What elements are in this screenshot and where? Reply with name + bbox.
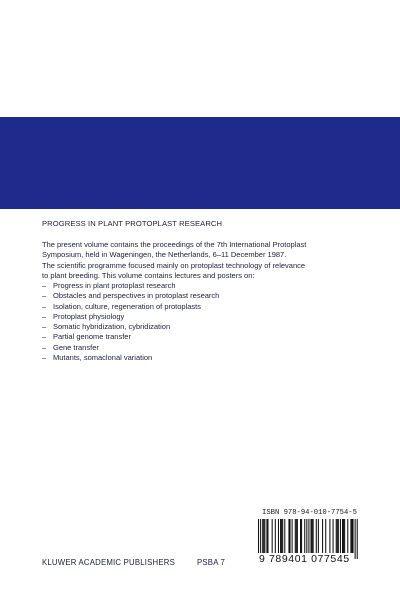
- intro-line: The scientific programme focused mainly on protoplast technology of relevance: [42, 260, 306, 270]
- barcode-bar: [312, 519, 313, 553]
- barcode-bar: [311, 519, 312, 553]
- barcode-bar: [278, 519, 279, 553]
- intro-line: Symposium, held in Wageningen, the Netherlands, 6–11 December 1987.: [42, 250, 287, 260]
- intro-line: to plant breeding. This volume contains lectures and posters on:: [42, 270, 255, 280]
- barcode-bar: [288, 519, 289, 553]
- barcode-bar: [353, 519, 354, 553]
- topic-item: [42, 281, 219, 291]
- topic-label: Partial genome transfer: [53, 332, 131, 342]
- barcode-bar: [329, 519, 330, 553]
- barcode: [252, 519, 362, 575]
- barcode-bar: [281, 519, 282, 553]
- barcode-bar: [284, 519, 285, 553]
- barcode-bar: [318, 519, 319, 553]
- barcode-bar: [350, 519, 351, 553]
- barcode-bar: [343, 519, 344, 553]
- bullet-dash: –: [42, 291, 47, 301]
- barcode-bar: [295, 519, 296, 553]
- series-code: PSBA 7: [197, 558, 226, 567]
- barcode-bar: [290, 519, 291, 553]
- barcode-bar: [316, 519, 317, 553]
- barcode-bar: [313, 519, 314, 553]
- barcode-bar: [340, 519, 341, 553]
- topic-item: [42, 291, 219, 301]
- blue-cover-band: [0, 117, 400, 209]
- barcode-bar: [325, 519, 326, 553]
- barcode-bar: [264, 519, 265, 553]
- topic-item: [42, 312, 219, 322]
- publisher-name: KLUWER ACADEMIC PUBLISHERS: [42, 558, 176, 567]
- barcode-digits: 9 789401 077545: [259, 553, 350, 565]
- intro-paragraph: [42, 240, 362, 281]
- series-title: PROGRESS IN PLANT PROTOPLAST RESEARCH: [42, 219, 223, 228]
- bullet-dash: –: [42, 353, 47, 363]
- topic-item: [42, 322, 219, 332]
- top-margin: [0, 0, 400, 117]
- topic-item: [42, 332, 219, 342]
- barcode-bar: [337, 519, 338, 553]
- barcode-bar: [301, 519, 302, 553]
- bullet-dash: –: [42, 281, 47, 290]
- barcode-bar: [333, 519, 334, 553]
- topic-label: Protoplast physiology: [53, 311, 125, 321]
- barcode-bar: [322, 519, 323, 553]
- barcode-bar: [296, 519, 297, 553]
- intro-line: The present volume contains the proceedings of the 7th International Protoplast: [42, 240, 307, 249]
- bullet-dash: –: [42, 332, 47, 342]
- isbn-label: ISBN 978-94-010-7754-5: [262, 509, 357, 517]
- barcode-bar: [297, 519, 298, 553]
- topic-label: Obstacles and perspectives in protoplast research: [53, 291, 220, 301]
- barcode-bar: [357, 519, 358, 559]
- barcode-bar: [275, 519, 276, 553]
- bullet-dash: –: [42, 301, 47, 311]
- barcode-bar: [338, 519, 339, 553]
- barcode-bar: [280, 519, 281, 553]
- barcode-bar: [266, 519, 267, 553]
- bullet-dash: –: [42, 311, 47, 321]
- barcode-bar: [355, 519, 356, 559]
- barcode-bar: [300, 519, 301, 553]
- barcode-bar: [292, 519, 293, 553]
- topic-label: Gene transfer: [53, 342, 99, 352]
- barcode-bar: [347, 519, 348, 553]
- topic-item: [42, 302, 219, 312]
- topic-list: [42, 281, 219, 363]
- barcode-bar: [282, 519, 283, 553]
- barcode-bar: [336, 519, 337, 553]
- barcode-bar: [344, 519, 345, 553]
- bullet-dash: –: [42, 342, 47, 352]
- barcode-bar: [263, 519, 264, 553]
- barcode-bar: [304, 519, 305, 553]
- topic-label: Progress in plant protoplast research: [53, 281, 176, 290]
- barcode-bar: [351, 519, 352, 553]
- topic-item: [42, 343, 219, 353]
- topic-label: Somatic hybridization, cybridization: [53, 322, 171, 332]
- barcode-bar: [262, 519, 263, 553]
- barcode-bar: [267, 519, 268, 553]
- barcode-bar: [272, 519, 273, 553]
- bullet-dash: –: [42, 322, 47, 332]
- barcode-bar: [342, 519, 343, 553]
- topic-label: Mutants, somaclonal variation: [53, 353, 153, 363]
- topic-label: Isolation, culture, regeneration of protoplasts: [53, 301, 202, 311]
- topic-item: [42, 353, 219, 363]
